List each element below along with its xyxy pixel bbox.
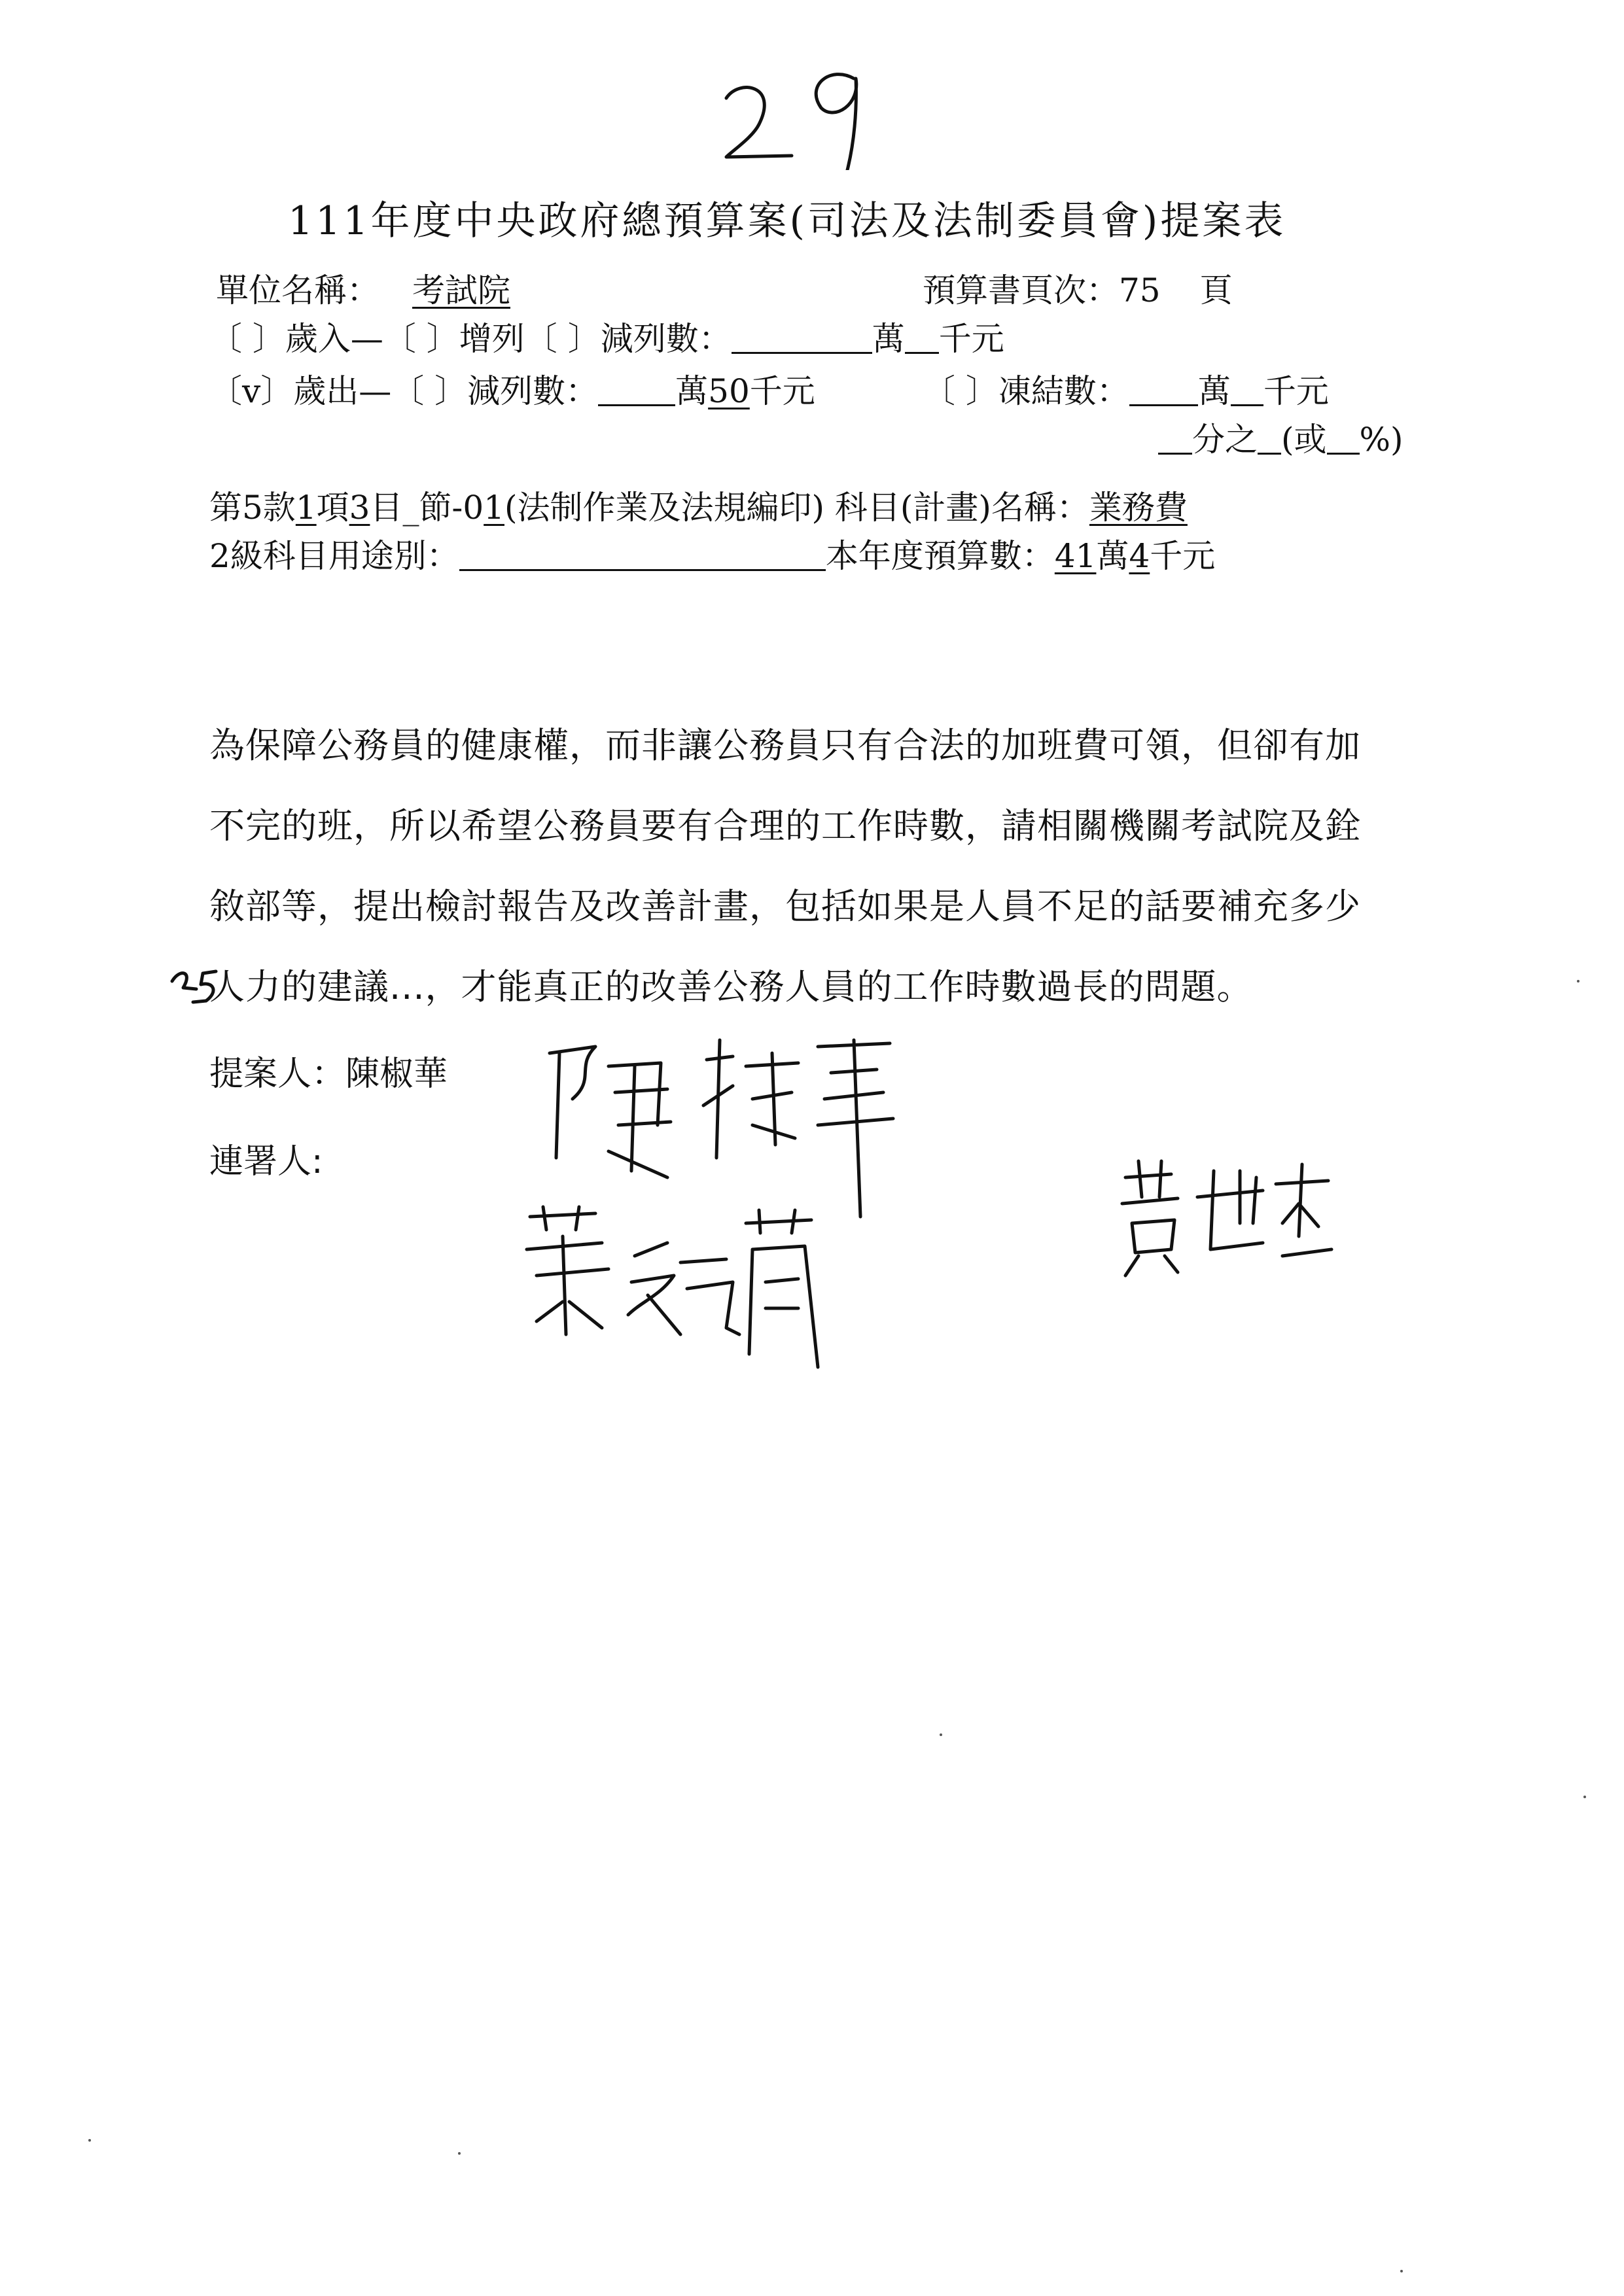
- proposer-label: 提案人：: [209, 1054, 346, 1094]
- expenditure-wan: 萬: [675, 372, 709, 410]
- budget-label: 本年度預算數：: [825, 537, 1055, 575]
- revenue-line: [209, 315, 1004, 362]
- proposer-name: 陳椒華: [345, 1054, 448, 1094]
- kuan-prefix: 第5款: [209, 489, 296, 527]
- fraction-line: [1158, 416, 1403, 463]
- form-title: [288, 195, 1286, 247]
- revenue-checkbox: 〔 〕: [209, 320, 285, 358]
- margin-note-handwriting: [167, 962, 226, 1007]
- expenditure-checkbox: 〔v〕: [209, 372, 294, 410]
- freeze-wan-blank: [1129, 375, 1198, 406]
- expenditure-reduce-qian: 50: [708, 372, 750, 410]
- scan-speck: [1577, 980, 1580, 983]
- proposal-body: [209, 705, 1439, 1027]
- freeze-qian: 千元: [1263, 372, 1329, 410]
- scan-speck: [458, 2152, 461, 2155]
- unit-value: 考試院: [412, 271, 510, 309]
- freeze-line: [923, 368, 1329, 415]
- signature-huang: [1112, 1151, 1335, 1282]
- signature-ye: [517, 1204, 831, 1374]
- freeze-checkbox: 〔 〕: [923, 372, 998, 410]
- fraction-huo: (或: [1281, 421, 1327, 459]
- page-number-handwriting: [707, 39, 877, 170]
- freeze-wan: 萬: [1197, 372, 1231, 410]
- freeze-label: 凍結數：: [998, 372, 1129, 410]
- proposer: [209, 1054, 448, 1094]
- margin-note: [167, 962, 226, 1007]
- page-ref-value: 75: [1119, 271, 1161, 309]
- level2-line: [209, 532, 1215, 580]
- level2-blank: [459, 540, 826, 571]
- title-text: 111年度中央政府總預算案(司法及法制委員會)提案表: [288, 198, 1286, 244]
- revenue-wan-blank: [732, 323, 872, 354]
- page-ref-label: 預算書頁次：: [923, 271, 1119, 309]
- proposal-line: 敘部等，提出檢討報告及改善計畫，包括如果是人員不足的話要補充多少: [209, 886, 1361, 927]
- budget-qian-num: 4: [1129, 537, 1150, 575]
- proposal-line: 人力的建議...，才能真正的改善公務人員的工作時數過長的問題。: [209, 966, 1253, 1007]
- page-ref: [923, 267, 1233, 314]
- page-ref-unit: 頁: [1199, 271, 1233, 309]
- revenue-text: 歲入—〔 〕增列〔 〕減列數：: [285, 320, 732, 358]
- expenditure-qian: 千元: [749, 372, 815, 410]
- signature-chen-handwriting: [537, 1027, 903, 1223]
- proposal-line: 為保障公務員的健康權，而非讓公務員只有合法的加班費可領，但卻有加: [209, 725, 1361, 766]
- expenditure-wan-blank: [598, 375, 675, 406]
- xiang: 項: [316, 489, 349, 527]
- fraction-pct: %): [1359, 421, 1403, 459]
- item-line: [209, 484, 1188, 531]
- xiang-num: 1: [295, 489, 317, 527]
- fraction-fen: 分之: [1192, 421, 1258, 459]
- scan-speck: [1583, 1796, 1586, 1798]
- jie-num: 1: [484, 489, 504, 527]
- fraction-blank-1: [1158, 424, 1192, 455]
- scan-speck: [940, 1733, 942, 1736]
- mu: 目: [370, 489, 403, 527]
- signature-huang-handwriting: [1112, 1151, 1335, 1282]
- program-text: (法制作業及法規編印) 科目(計畫)名稱：: [504, 489, 1089, 527]
- cosigner-label: 連署人:: [209, 1142, 323, 1181]
- mu-num: 3: [349, 489, 370, 527]
- cosigner: [209, 1142, 323, 1181]
- proposal-line: 不完的班，所以希望公務員要有合理的工作時數，請相關機關考試院及銓: [209, 805, 1361, 846]
- page-number: [707, 39, 877, 170]
- budget-wan: 萬: [1096, 537, 1129, 575]
- scan-speck: [1400, 2270, 1403, 2272]
- signature-chen: [537, 1027, 903, 1223]
- revenue-qian: 千元: [938, 320, 1004, 358]
- revenue-wan: 萬: [872, 320, 905, 358]
- budget-wan-num: 41: [1054, 537, 1097, 575]
- scan-speck: [88, 2139, 91, 2142]
- unit-line: [216, 267, 569, 314]
- fraction-blank-3: [1327, 424, 1360, 455]
- fraction-blank-2: [1258, 424, 1281, 455]
- expenditure-line: [209, 368, 815, 415]
- budget-qian: 千元: [1150, 537, 1216, 575]
- account-name: 業務費: [1089, 489, 1188, 527]
- level2-label: 2級科目用途別：: [209, 537, 459, 575]
- jie-prefix: _節-0: [402, 489, 484, 527]
- freeze-qian-blank: [1231, 375, 1263, 406]
- signature-ye-handwriting: [517, 1204, 831, 1374]
- revenue-qian-blank: [905, 323, 939, 354]
- expenditure-text: 歲出—〔 〕減列數：: [293, 372, 599, 410]
- unit-label: 單位名稱：: [216, 271, 380, 309]
